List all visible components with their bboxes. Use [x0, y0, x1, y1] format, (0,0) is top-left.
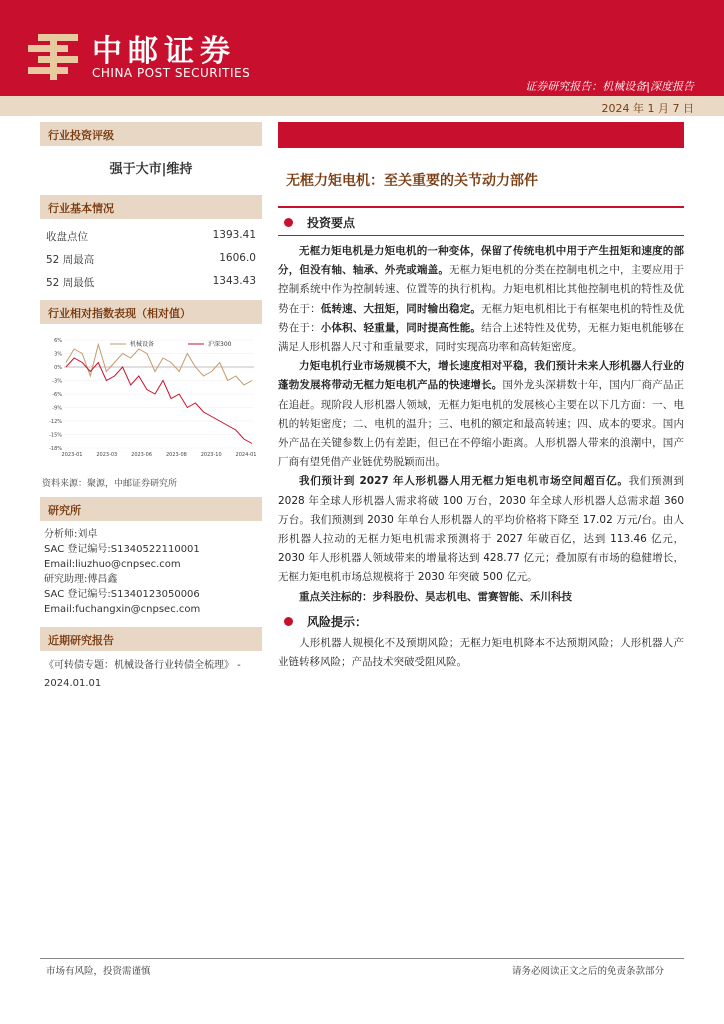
relative-index-chart	[40, 330, 262, 470]
analyst-line: SAC 登记编号:S1340522110001	[44, 544, 200, 555]
relative-index-chart-svg	[40, 330, 262, 470]
y-tick-label: -3%	[52, 378, 62, 385]
y-tick-label: 6%	[54, 338, 62, 344]
bullet-dot-icon	[284, 218, 293, 227]
footer-right: 请务必阅读正文之后的免责条款部分	[511, 966, 664, 977]
title-redbar	[278, 122, 684, 148]
header-banner	[0, 0, 724, 96]
x-tick-label: 2023-10	[200, 452, 222, 458]
paragraph-2: 力矩电机行业市场规模不大，增长速度相对平稳，我们预计未来人形机器人行业的蓬勃发展将带动无框力矩电机产品的快速增长。国外龙头深耕数十年，国内厂商产品正在追赶。现阶段人形机器人领域，无框力矩电机的发展核心主要在以下几方面：一、电机的转矩密度；二、电机的温升；三、电机的额定和最高转速；四、成本的要求。国内外产品在关键参数上仍有差距，但已在不停缩小距离。人形机器人带来的浪潮中，国产厂商有望凭借产业链优势脱颖而出。	[278, 360, 685, 469]
main-content	[278, 122, 684, 672]
report-type: 证券研究报告：机械设备|深度报告	[525, 80, 694, 93]
research-heading: 研究所	[40, 497, 262, 521]
section-divider	[278, 235, 684, 236]
analyst-line[interactable]: Email:liuzhuo@cnpsec.com	[44, 559, 181, 570]
y-tick-label: 3%	[54, 351, 62, 358]
y-tick-label: -18%	[49, 446, 62, 452]
analyst-line: SAC 登记编号:S1340123050006	[44, 589, 200, 600]
basics-row: 52 周最高 1606.0	[46, 252, 256, 266]
china-post-logo-icon	[24, 30, 82, 82]
analyst-info	[40, 527, 262, 617]
y-tick-label: -6%	[52, 392, 62, 398]
y-tick-label: 0%	[54, 365, 62, 371]
invest-heading: 投资要点	[284, 214, 684, 231]
basics-heading: 行业基本情况	[40, 195, 262, 219]
recent-heading: 近期研究报告	[40, 627, 262, 651]
legend-label: 机械设备	[130, 341, 155, 348]
title-divider	[278, 206, 684, 208]
basics-row: 52 周最低 1343.43	[46, 275, 256, 289]
risk-paragraph: 人形机器人规模化不及预期风险；无框力矩电机降本不达预期风险；人形机器人产业链转移风险；产品技术突破受阻风险。	[278, 636, 684, 669]
chart-source: 资料来源：聚源，中邮证券研究所	[42, 479, 178, 489]
y-tick-label: -12%	[49, 419, 62, 425]
series-line	[66, 358, 252, 444]
recent-report-link[interactable]: 《可转债专题：机械设备行业转债全梳理》 - 2024.01.01	[44, 660, 241, 689]
y-tick-label: -15%	[49, 432, 62, 439]
paragraph-1: 无框力矩电机是力矩电机的一种变体，保留了传统电机中用于产生扭矩和速度的部分，但没有轴、轴承、外壳或端盖。无框力矩电机的分类在控制电机之中，主要应用于控制系统中作为控制转速、位置等的执行机构。力矩电机相比其他控制电机的特性及优势在于：低转速、大扭矩，同时输出稳定。无框力矩电机相比于有框架电机的特性及优势在于：小体积、轻重量，同时提高性能。结合上述特性及优势，无框力矩电机能够在满足人形机器人尺寸和重量要求，同时实现高功率和高转矩密度。	[278, 245, 685, 354]
bullet-dot-icon	[284, 617, 293, 626]
basics-row: 收盘点位 1393.41	[46, 229, 256, 243]
x-tick-label: 2023-03	[96, 452, 118, 458]
x-tick-label: 2023-08	[165, 452, 187, 458]
brand-name-en: CHINA POST SECURITIES	[92, 66, 251, 80]
paragraph-4: 重点关注标的：步科股份、昊志机电、雷赛智能、禾川科技	[299, 590, 572, 603]
performance-heading: 行业相对指数表现（相对值）	[40, 300, 262, 324]
footer	[40, 958, 684, 977]
series-line	[66, 345, 252, 386]
paragraph-3: 我们预计到 2027 年人形机器人用无框力矩电机市场空间超百亿。我们预测到 2028 年全球人形机器人需求将破 100 万台，2030 年全球人形机器人总需求超 360 万台。我们预测到 2030 年单台人形机器人的平均价格将下降至 17.02 万元/台。由人形机器人拉动的无框力矩电机需求预测将于 2027 年破百亿，达到 113.46 亿元，2030 年人形机器人领域带来的增量将达到 428.77 亿元；叠加原有市场的稳健增长，无框力矩电机市场总规模将于 2030 年突破 500 亿元。	[278, 475, 684, 584]
sidebar	[40, 122, 262, 693]
analyst-line[interactable]: Email:fuchangxin@cnpsec.com	[44, 604, 201, 615]
industry-rating: 强于大市|维持	[109, 162, 193, 177]
x-tick-label: 2023-01	[61, 452, 83, 458]
legend-label: 沪深300	[208, 341, 232, 348]
page-title: 无框力矩电机：至关重要的关节动力部件	[286, 173, 538, 189]
footer-left: 市场有风险，投资需谨慎	[46, 966, 151, 977]
rating-heading: 行业投资评级	[40, 122, 262, 146]
y-tick-label: -9%	[52, 405, 62, 412]
analyst-line: 研究助理:傅昌鑫	[44, 574, 118, 585]
risk-heading: 风险提示：	[284, 613, 684, 630]
x-tick-label: 2024-01	[235, 452, 257, 458]
analyst-line: 分析师:刘卓	[44, 529, 98, 540]
brand-name-cn: 中邮证券	[92, 34, 236, 69]
report-date: 2024 年 1 月 7 日	[601, 102, 694, 115]
x-tick-label: 2023-06	[131, 452, 153, 458]
